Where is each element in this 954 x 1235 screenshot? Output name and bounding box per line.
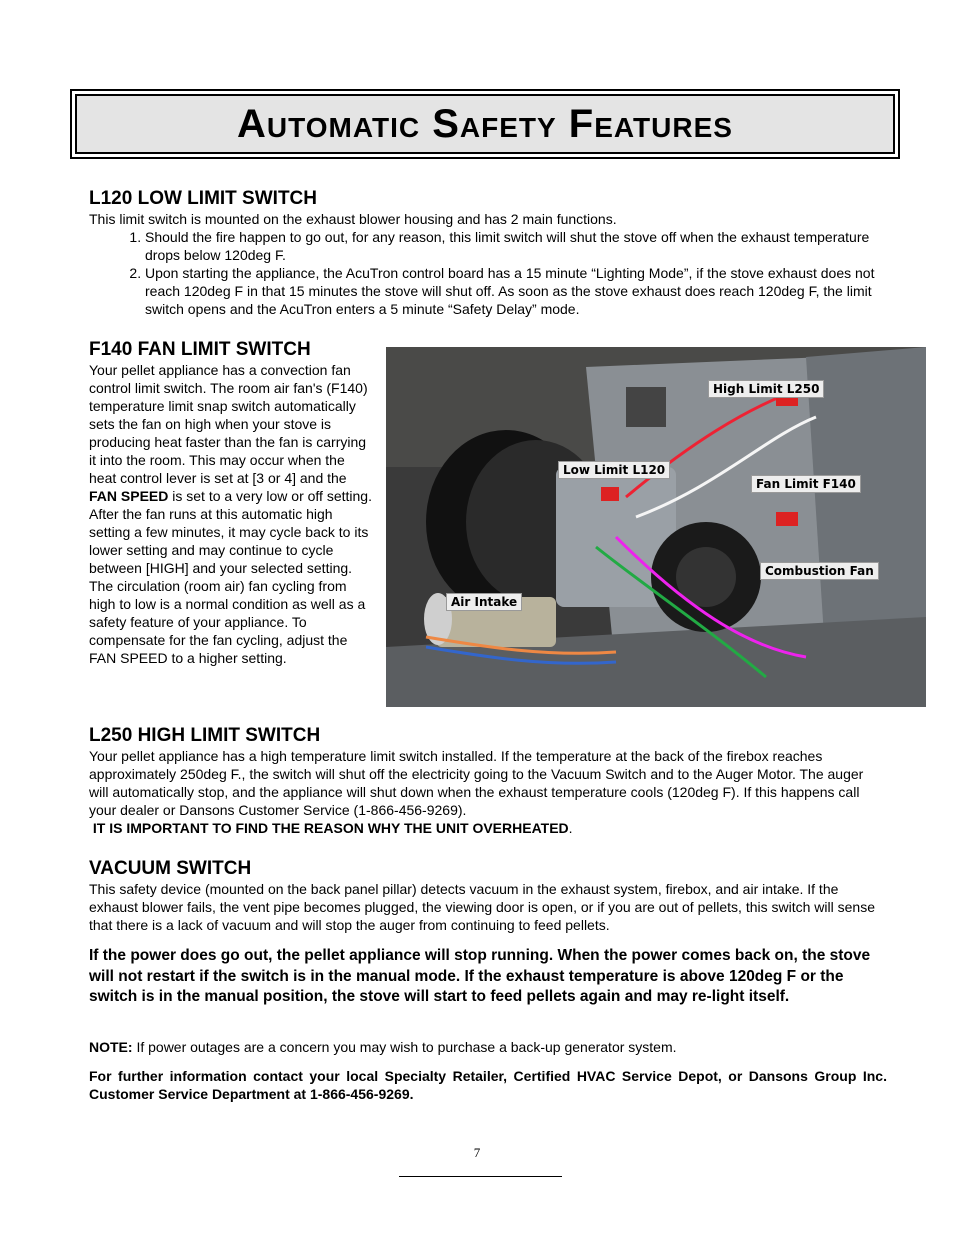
- vacuum-text: This safety device (mounted on the back panel pillar) detects vacuum in the exhaust system, firebox, and air intake. If the exhaust blower fails, the vent pipe becomes plugged, the viewing door is open, or if you are out of pellets, this switch will sense that there is a lack of vacuum and will stop the auger from continuing to feed pellets.: [89, 881, 875, 933]
- l120-item-2: 2. Upon starting the appliance, the AcuTron control board has a 15 minute “Lighting Mode”, if the stove exhaust does not reach 120deg F in that 15 minutes the stove will shut off. As soon as the stove exhaust does reach 120deg F, the limit switch opens and the AcuTron enters a 5 minute “Safety Delay” mode.: [145, 264, 889, 318]
- note-block: [89, 1038, 889, 1056]
- l250-text: Your pellet appliance has a high temperature limit switch installed. If the temperature at the back of the firebox reaches approximately 250deg F., the switch will shut off the electricity going to the Vacuum Switch and to the Auger Motor. The auger will automatically stop, and the appliance will shut down when the exhaust temperature cools (120deg F). If this happens call your dealer or Dansons Customer Service (1-866-456-9269).: [89, 748, 864, 818]
- l250-important-tail: .: [568, 820, 573, 836]
- l120-item-1: 1. Should the fire happen to go out, for any reason, this limit switch will shut the stove off when the exhaust temperature drops below 120deg F.: [145, 228, 889, 264]
- f140-text-b: is set to a very low or off setting. After the fan runs at this automatic high setting a few minutes, it may cycle back to its lower setting and may continue to cycle between [HIGH] and your selected setting. The circulation (room air) fan cycling from high to low is a normal condition as well as a safety feature of your appliance. To compensate for the fan cycling, adjust the FAN SPEED to a higher setting.: [89, 488, 372, 666]
- section-f140: [89, 339, 373, 667]
- stove-photo: [386, 347, 926, 707]
- label-high-limit: High Limit L250: [708, 380, 824, 398]
- note-text: If power outages are a concern you may wish to purchase a back-up generator system.: [132, 1039, 677, 1055]
- f140-text-a: Your pellet appliance has a convection fan control limit switch. The room air fan's (F140) temperature limit snap switch automatically sets the fan on high when your stove is producing heat faster than the fan is carrying it into the room. This may occur when the heat control lever is set at [3 or 4] and the: [89, 362, 368, 486]
- section-l120: [89, 188, 889, 318]
- l250-heading: L250 HIGH LIMIT SWITCH: [89, 725, 321, 746]
- f140-text: [89, 361, 373, 667]
- label-air-intake: Air Intake: [446, 593, 522, 611]
- l120-list: [89, 228, 889, 318]
- note-label: NOTE:: [89, 1039, 133, 1055]
- label-combustion-fan: Combustion Fan: [760, 562, 879, 580]
- note: [89, 1038, 889, 1056]
- page-title: Automatic Safety Features: [237, 101, 733, 146]
- title-inner: [75, 94, 895, 154]
- page-number: 7: [473, 1145, 481, 1160]
- label-fan-limit: Fan Limit F140: [751, 475, 861, 493]
- further-info: For further information contact your local Specialty Retailer, Certified HVAC Service Depot, or Dansons Group Inc. Customer Service Department at 1-866-456-9269.: [89, 1068, 887, 1102]
- label-low-limit: Low Limit L120: [558, 461, 670, 479]
- section-l250: [89, 725, 879, 837]
- f140-heading: F140 FAN LIMIT SWITCH: [89, 339, 311, 360]
- section-vacuum: [89, 858, 889, 934]
- l250-important-bold: IT IS IMPORTANT TO FIND THE REASON WHY THE UNIT OVERHEATED: [92, 820, 569, 836]
- l120-intro: This limit switch is mounted on the exhaust blower housing and has 2 main functions.: [89, 211, 617, 227]
- vacuum-heading: VACUUM SWITCH: [89, 858, 252, 879]
- power-note-block: [89, 946, 889, 1008]
- f140-fan-speed: FAN SPEED: [89, 488, 169, 504]
- title-box: [70, 89, 900, 159]
- power-note: If the power does go out, the pellet appliance will stop running. When the power comes back on, the stove will not restart if the switch is in the manual mode. If the exhaust temperature is above 120deg F or the switch is in the manual position, the stove will start to feed pellets again and may re-light itself.: [89, 947, 871, 1005]
- further-block: [89, 1067, 887, 1103]
- stove-photo-illustration: [386, 347, 926, 707]
- l250-important: [89, 819, 879, 837]
- l120-heading: L120 LOW LIMIT SWITCH: [89, 188, 317, 209]
- footer-rule: [399, 1176, 562, 1177]
